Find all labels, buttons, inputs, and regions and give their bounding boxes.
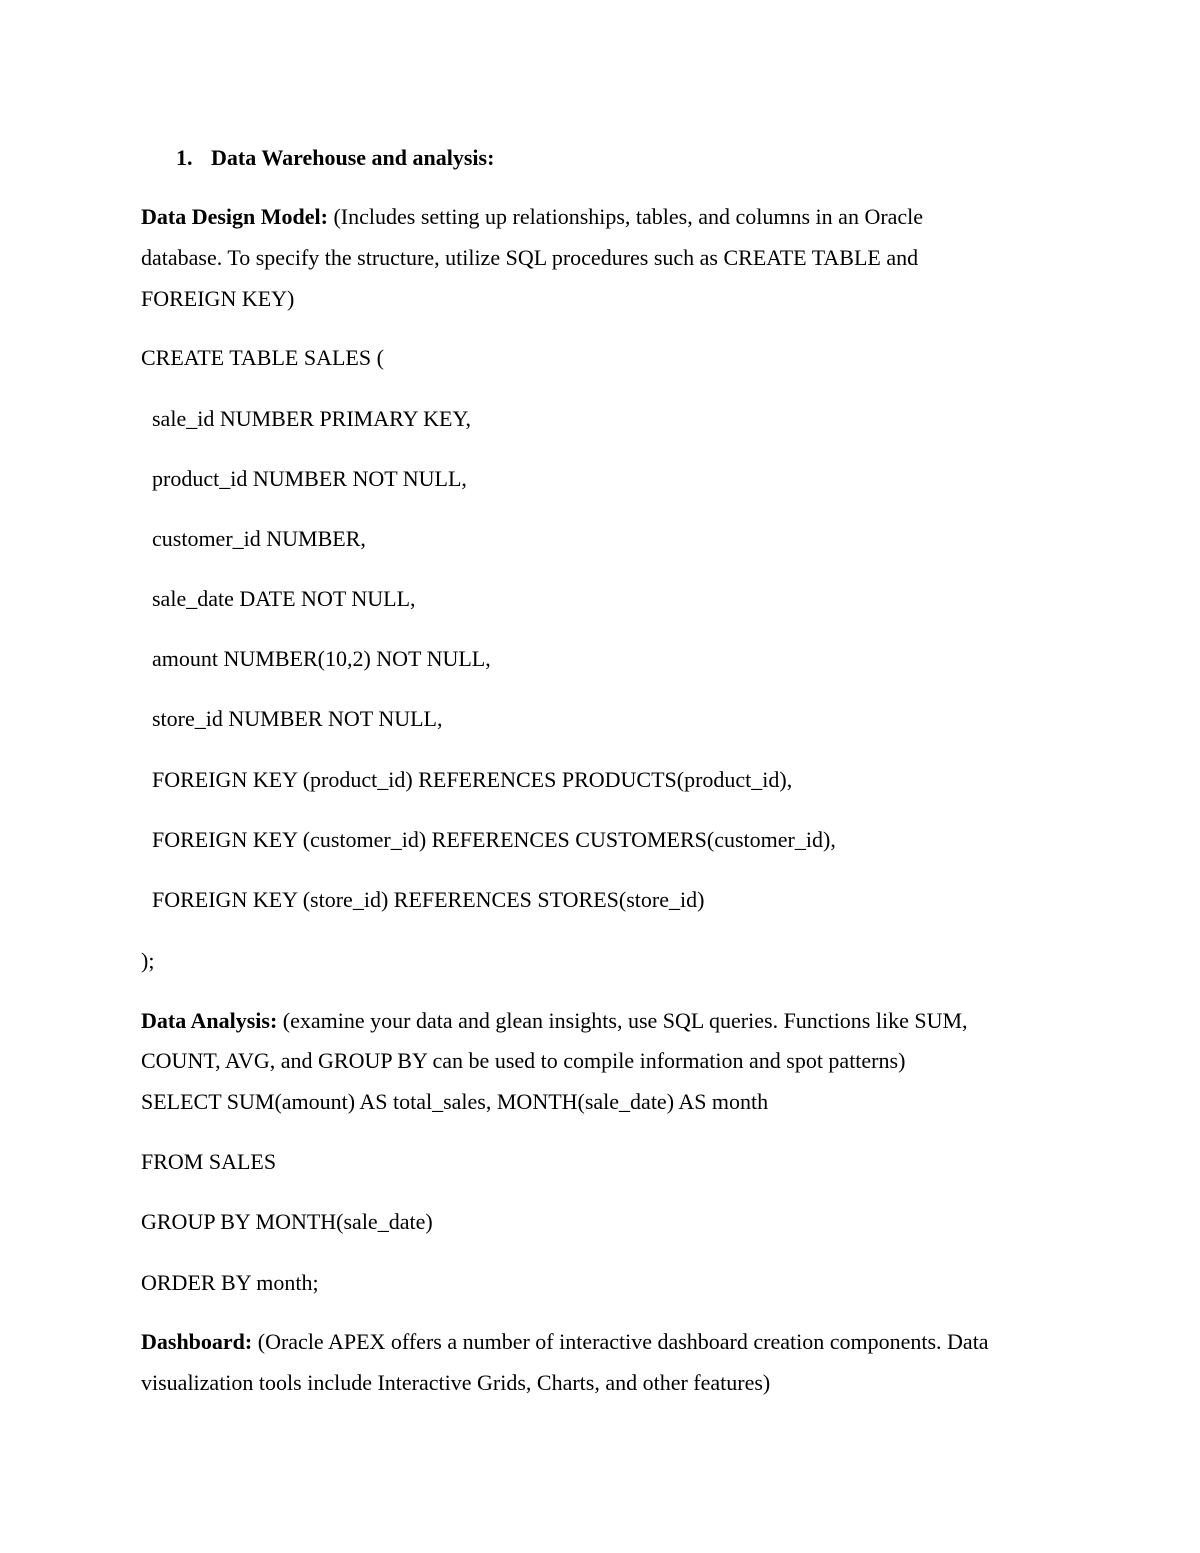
heading-number: 1.	[176, 145, 193, 170]
sql-create-line: customer_id NUMBER,	[152, 526, 366, 551]
analysis-text-1: (examine your data and glean insights, use SQL queries. Functions like SUM,	[277, 1008, 968, 1033]
dashboard-text-2: visualization tools include Interactive Grids, Charts, and other features)	[141, 1370, 771, 1395]
design-model-text-3: FOREIGN KEY)	[141, 286, 295, 311]
sql-query-line: SELECT SUM(amount) AS total_sales, MONTH(sale_date) AS month	[141, 1089, 769, 1114]
sql-create-line: CREATE TABLE SALES (	[141, 345, 384, 370]
sql-create-line: product_id NUMBER NOT NULL,	[152, 466, 467, 491]
dashboard-label: Dashboard:	[141, 1329, 253, 1354]
heading-text: Data Warehouse and analysis:	[211, 145, 495, 170]
sql-query-line: GROUP BY MONTH(sale_date)	[141, 1209, 433, 1234]
sql-create-line: FOREIGN KEY (product_id) REFERENCES PRODUCTS(product_id),	[152, 767, 793, 792]
sql-create-line: store_id NUMBER NOT NULL,	[152, 706, 443, 731]
analysis-text-2: COUNT, AVG, and GROUP BY can be used to compile information and spot patterns)	[141, 1048, 906, 1073]
analysis-paragraph-line-1	[141, 1010, 968, 1032]
dashboard-text-1: (Oracle APEX offers a number of interactive dashboard creation components. Data	[252, 1329, 989, 1354]
design-model-text-1: (Includes setting up relationships, tables, and columns in an Oracle	[327, 204, 924, 229]
sql-create-line: sale_date DATE NOT NULL,	[152, 586, 416, 611]
sql-create-line: FOREIGN KEY (customer_id) REFERENCES CUSTOMERS(customer_id),	[152, 827, 836, 852]
analysis-label: Data Analysis:	[141, 1008, 278, 1033]
sql-create-line: FOREIGN KEY (store_id) REFERENCES STORES(store_id)	[152, 887, 705, 912]
sql-query-line: ORDER BY month;	[141, 1270, 319, 1295]
design-model-paragraph-line-1	[141, 206, 923, 228]
dashboard-paragraph-line-1	[141, 1331, 989, 1353]
sql-query-line: FROM SALES	[141, 1149, 277, 1174]
sql-create-line: amount NUMBER(10,2) NOT NULL,	[152, 646, 491, 671]
sql-create-line: sale_id NUMBER PRIMARY KEY,	[152, 406, 472, 431]
design-model-label: Data Design Model:	[141, 204, 328, 229]
section-heading	[176, 147, 494, 169]
design-model-text-2: database. To specify the structure, utilize SQL procedures such as CREATE TABLE and	[141, 245, 919, 270]
sql-create-line: );	[141, 948, 155, 973]
